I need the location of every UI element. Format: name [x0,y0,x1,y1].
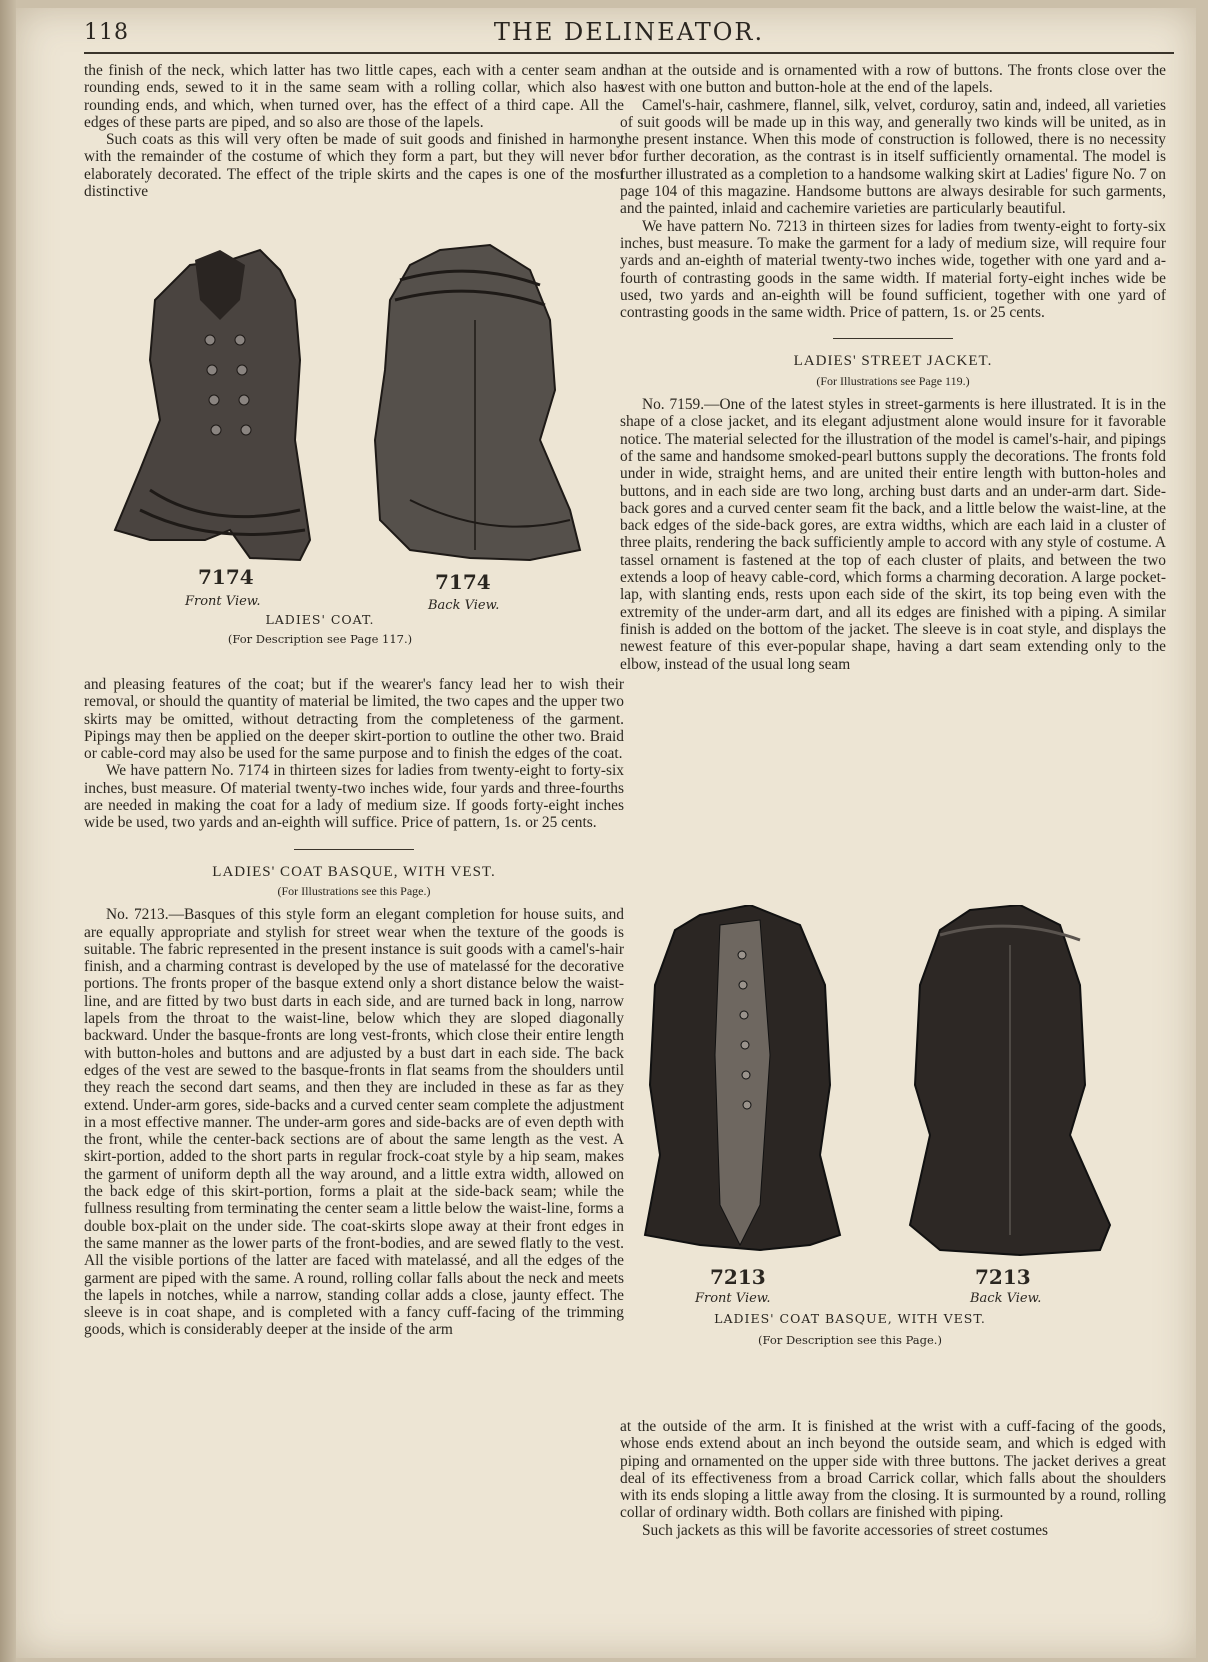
section-subtitle: (For Illustrations see Page 119.) [816,373,970,388]
page-edge [0,0,16,1662]
section-title: LADIES' STREET JACKET. [793,353,993,370]
front-view-label: Front View. [185,594,261,609]
back-view-label: Back View. [428,598,500,613]
paragraph: the finish of the neck, which latter has two little capes, each with a center seam and rounding ends, sewed to it in the same seam with a rolling collar, which also has rounding ends, and which, when turned over, has the effect of a third cape. All the edges of these parts are piped, and so also are those of the lapels. [84,62,624,131]
front-view-label: Front View. [695,1291,771,1306]
paragraph: Camel's-hair, cashmere, flannel, silk, velvet, corduroy, satin and, indeed, all varieties of suit goods will be made up in this way, and generally two kinds will be united, as in the present instance. When this mode of construction is followed, there is no necessity for further decoration, as the contrast is in itself sufficiently ornamental. The model is further illustrated as a completion to a handsome walking skirt at Ladies' figure No. 7 on page 104 of this magazine. Handsome buttons are always desirable for such garments, and the painted, inlaid and cachemire varieties are particularly beautiful. [620,96,1166,218]
figure-ladies-coat [110,240,620,670]
coat-illustration [110,240,620,610]
figure-caption: LADIES' COAT. [265,612,375,627]
section-title: LADIES' COAT BASQUE, WITH VEST. [212,863,496,880]
basque-back-drawing [910,905,1110,1255]
page-header [84,16,1174,54]
pattern-number-back: 7213 [975,1265,1031,1289]
right-column-continued [620,1418,1166,1539]
section-divider [84,840,624,850]
coat-back-drawing [375,245,580,560]
paragraph: We have pattern No. 7174 in thirteen sizes for ladies from twenty-eight to forty-six inches, bust measure. Of material twenty-two inches wide, four yards and three-fourths are needed in making the coat for a lady of medium size. If goods forty-eight inches wide be used, two yards and an-eighth will suffice. Price of pattern, 1s. or 25 cents. [84,762,624,832]
paragraph: and pleasing features of the coat; but if the wearer's fancy lead her to wish their removal, or should the quantity of material be limited, the two capes and the upper two skirts may be omitted, without detracting from the completeness of the garment. Pipings may then be applied on the deeper skirt-portion to outline the other two. Braid or cable-cord may also be used for the same purpose and to finish the edges of the coat. [84,676,624,763]
pattern-number-back: 7174 [435,570,491,594]
figure-subcaption: (For Description see Page 117.) [227,632,413,646]
figure-coat-basque [640,905,1140,1370]
figure-subcaption: (For Description see this Page.) [758,1333,942,1347]
pattern-number-front: 7174 [198,565,254,589]
pattern-number-front: 7213 [710,1265,766,1289]
section-divider [620,329,1166,339]
page-number: 118 [84,20,129,45]
basque-illustration [640,905,1140,1305]
back-view-label: Back View. [970,1291,1042,1306]
left-column-continued [84,676,624,1339]
figure-caption: LADIES' COAT BASQUE, WITH VEST. [714,1311,986,1326]
paragraph: at the outside of the arm. It is finished at the wrist with a cuff-facing of the goods, whose ends extend about an inch beyond the outside seam, and which is edged with piping and ornamented on the upper side with three buttons. The jacket derives a great deal of its effectiveness from a broad Carrick collar, which falls about the shoulders with its ends sloping a little away from the closing. It is surmounted by a round, rolling collar of ordinary width. Both collars are finished with piping. [620,1418,1166,1522]
paragraph: No. 7159.—One of the latest styles in street-garments is here illustrated. It is in the shape of a close jacket, and its elegant adjustment alone would insure for it favorable notice. The material selected for the illustration of the model is camel's-hair, and pipings of the same and handsome smoked-pearl buttons supply the decorations. The fronts fold under in wide, straight hems, and are united their entire length with button-holes and buttons, and in each side are two long, arching bust darts and an under-arm dart. Side-back gores and a curved center seam fit the back, and a little below the waist-line, at the back edges of the side-back gores, are extra widths, which are each laid in a cluster of three plaits, rendering the back sufficiently ample to accord with any style of costume. A tassel ornament is fastened at the top of each cluster of plaits, and between the two extends a loop of heavy cable-cord, which forms a charming decoration. A large pocket-lap, with slanting ends, rests upon each side of the skirt, its top being even with the extremity of the under-arm dart, and all its edges are finished with a piping. A similar finish is added on the bottom of the jacket. The sleeve is in coat style, and displays the newest feature of this ever-popular shape, having a dart seam extending only to the elbow, instead of the usual long seam [620,396,1166,673]
paragraph: Such jackets as this will be favorite accessories of street costumes [642,1521,1049,1539]
left-column [84,62,624,200]
running-head: THE DELINEATOR. [493,18,765,46]
section-subtitle: (For Illustrations see this Page.) [277,883,431,898]
paragraph: than at the outside and is ornamented with a row of buttons. The fronts close over the vest with one button and button-hole at the end of the lapels. [620,62,1166,97]
right-column [620,62,1166,673]
basque-front-drawing [645,905,840,1250]
paragraph: We have pattern No. 7213 in thirteen sizes for ladies from twenty-eight to forty-six inches, bust measure. To make the garment for a lady of medium size, will require four yards and an-eighth of material twenty-two inches wide, together with one yard and a-fourth of contrasting goods in the same width. If material forty-eight inches wide be used, two yards and an-eighth will be found sufficient, together with one yard of contrasting goods in the same width. Price of pattern, 1s. or 25 cents. [620,217,1166,322]
paragraph: No. 7213.—Basques of this style form an elegant completion for house suits, and are equally appropriate and stylish for street wear when the texture of the goods is suitable. The fabric represented in the present instance is suit goods with a camel's-hair finish, and a charming contrast is developed by the use of matelassé for the decorative portions. The fronts proper of the basque extend only a short distance below the waist-line, and are fitted by two bust darts in each side, and are turned back in long, narrow lapels from the throat to the waist-line, below which they are sloped diagonally backward. Under the basque-fronts are long vest-fronts, which close their entire length with button-holes and buttons and are adjusted by a bust dart in each side. The back edges of the vest are sewed to the basque-fronts in flat seams from the shoulders until they reach the second dart seams, and then they are included in these as far as they extend. Under-arm gores, side-backs and a curved center seam complete the adjustment in a most effective manner. The under-arm gores and side-backs are of even depth with the front, while the center-back sections are of about the same length as the vest. A skirt-portion, added to the short parts in regular frock-coat style by a hip seam, makes the garment of uniform depth all the way around, and a little extra width, allowed on the back edge of this skirt-portion, forms a plait at the side-back seam; while the fullness resulting from terminating the center seam a little below the waist-line, forms a double box-plait on the under side. The coat-skirts slope away at their front edges in the same manner as the lower parts of the front-bodies, and are sewed flatly to the vest. All the visible portions of the latter are faced with matelassé, and all the edges of the garment are piped with the same. A round, rolling collar falls about the neck and meets the lapels in notches, while a narrow, standing collar adds a close, jaunty effect. The sleeve is in coat shape, and is completed with a fancy cuff-facing of the trimming goods, which is considerably deeper at the inside of the arm [84,906,624,1339]
paragraph: Such coats as this will very often be made of suit goods and finished in harmony with the remainder of the costume of which they form a part, but they will never be elaborately decorated. The effect of the triple skirts and the capes is one of the most distinctive [84,131,624,201]
coat-front-drawing [115,250,310,560]
